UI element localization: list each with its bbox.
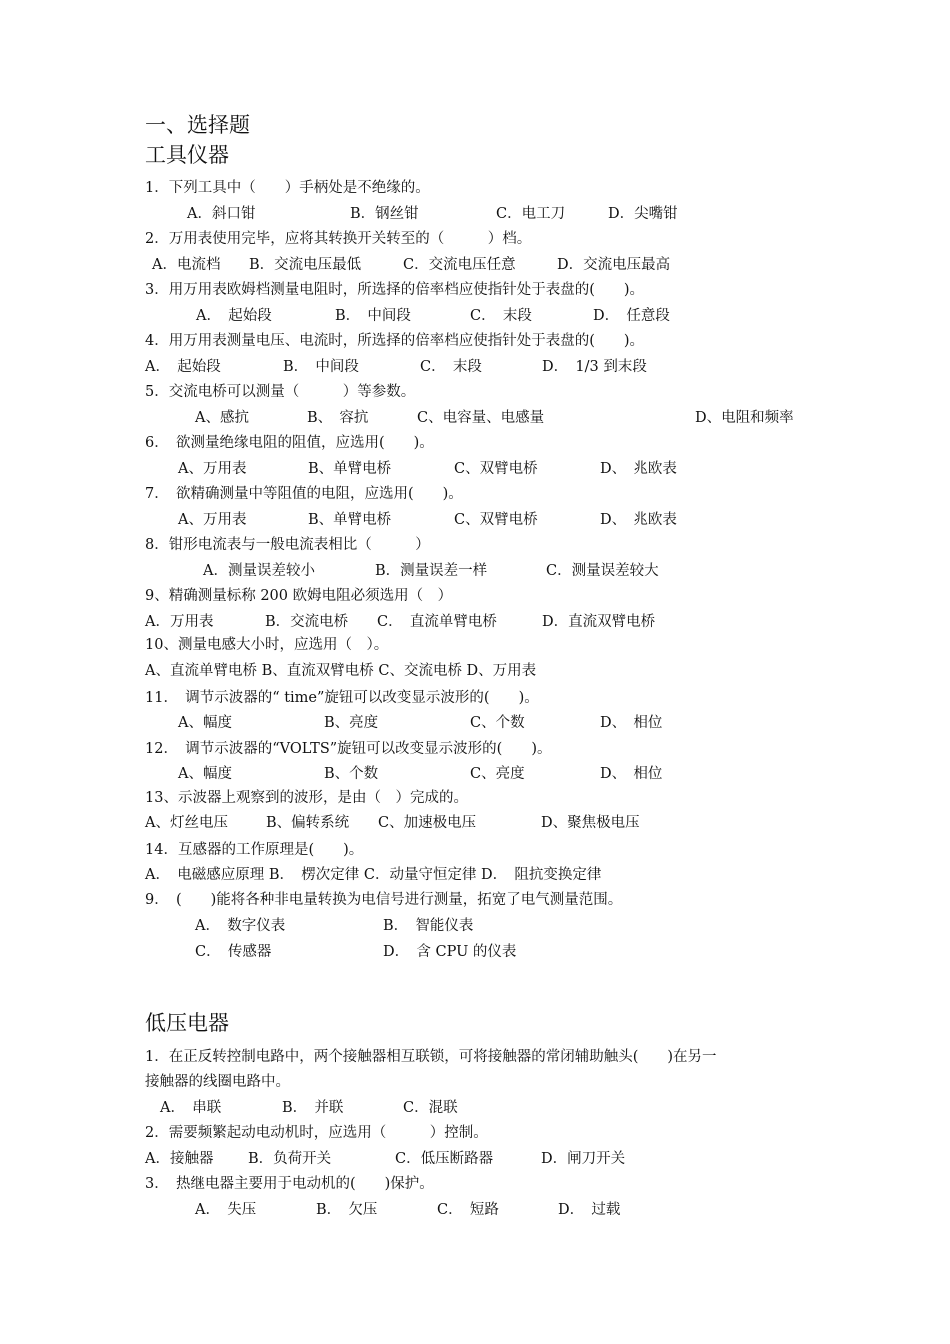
option: A． 电磁感应原理 B． 楞次定律 C．动量守恒定律 D． 阻抗变换定律 bbox=[145, 867, 602, 883]
question: 10、测量电感大小时，应选用（ ）。 bbox=[145, 637, 389, 653]
option: B． 智能仪表 bbox=[383, 918, 474, 934]
option: B． 中间段 bbox=[283, 359, 359, 375]
option: A．斜口钳 bbox=[187, 206, 256, 222]
option: D、 相位 bbox=[600, 766, 663, 782]
question: 2．万用表使用完毕，应将其转换开关转至的（ ）档。 bbox=[145, 231, 532, 247]
option: C．混联 bbox=[403, 1100, 458, 1116]
option: B、偏转系统 bbox=[266, 815, 350, 831]
question: 4．用万用表测量电压、电流时，所选择的倍率档应使指针处于表盘的( )。 bbox=[145, 333, 645, 349]
option: B、个数 bbox=[324, 766, 379, 782]
option: B、单臂电桥 bbox=[308, 461, 392, 477]
option: A、灯丝电压 bbox=[145, 815, 228, 831]
question: 2．需要频繁起动电动机时，应选用（ ）控制。 bbox=[145, 1125, 488, 1141]
option: D、 相位 bbox=[600, 715, 663, 731]
question: 1．下列工具中（ ）手柄处是不绝缘的。 bbox=[145, 180, 430, 196]
main-heading: 一、选择题 bbox=[145, 113, 250, 137]
section-title-tools: 工具仪器 bbox=[145, 143, 229, 167]
option: A．接触器 bbox=[145, 1151, 214, 1167]
option: D、电阻和频率 bbox=[695, 410, 794, 426]
option: B． 并联 bbox=[282, 1100, 344, 1116]
option: D．直流双臂电桥 bbox=[542, 614, 656, 630]
option: A． 串联 bbox=[160, 1100, 222, 1116]
question: 13、示波器上观察到的波形，是由（ ）完成的。 bbox=[145, 790, 468, 806]
option: C、双臂电桥 bbox=[454, 512, 538, 528]
option: B．负荷开关 bbox=[248, 1151, 332, 1167]
option: C． 直流单臂电桥 bbox=[377, 614, 497, 630]
option: B、单臂电桥 bbox=[308, 512, 392, 528]
question-continuation: 接触器的线圈电路中。 bbox=[145, 1074, 290, 1090]
option: A． 起始段 bbox=[196, 308, 272, 324]
question: 14．互感器的工作原理是( )。 bbox=[145, 842, 364, 858]
option: C、加速极电压 bbox=[378, 815, 477, 831]
option: D． 任意段 bbox=[593, 308, 670, 324]
option: C、电容量、电感量 bbox=[417, 410, 545, 426]
option: B．测量误差一样 bbox=[375, 563, 488, 579]
option: A、万用表 bbox=[178, 512, 247, 528]
option: C．低压断路器 bbox=[395, 1151, 494, 1167]
option: C、双臂电桥 bbox=[454, 461, 538, 477]
option: C．交流电压任意 bbox=[403, 257, 516, 273]
option: A、直流单臂电桥 B、直流双臂电桥 C、交流电桥 D、万用表 bbox=[145, 663, 537, 679]
option: B． 欠压 bbox=[316, 1202, 378, 1218]
option: C． 传感器 bbox=[195, 944, 272, 960]
option: D、 兆欧表 bbox=[600, 461, 677, 477]
option: A．电流档 bbox=[152, 257, 221, 273]
option: C． 短路 bbox=[437, 1202, 499, 1218]
option: D、 兆欧表 bbox=[600, 512, 677, 528]
option: B．钢丝钳 bbox=[350, 206, 419, 222]
question: 9、精确测量标称 200 欧姆电阻必须选用（ ） bbox=[145, 588, 453, 604]
option: A．万用表 bbox=[145, 614, 214, 630]
option: D． 1/3 到末段 bbox=[542, 359, 647, 375]
question: 6． 欲测量绝缘电阻的阻值，应选用( )。 bbox=[145, 435, 434, 451]
option: D． 含 CPU 的仪表 bbox=[383, 944, 517, 960]
option: C． 末段 bbox=[470, 308, 532, 324]
question: 9． ( )能将各种非电量转换为电信号进行测量，拓宽了电气测量范围。 bbox=[145, 892, 623, 908]
option: D．尖嘴钳 bbox=[608, 206, 678, 222]
question: 11． 调节示波器的“ time”旋钮可以改变显示波形的( )。 bbox=[145, 690, 539, 706]
question: 3．用万用表欧姆档测量电阻时，所选择的倍率档应使指针处于表盘的( )。 bbox=[145, 282, 645, 298]
option: A、万用表 bbox=[178, 461, 247, 477]
option: A、感抗 bbox=[195, 410, 249, 426]
option: A． 起始段 bbox=[145, 359, 221, 375]
question: 8．钳形电流表与一般电流表相比（ ） bbox=[145, 537, 430, 553]
option: B．交流电桥 bbox=[265, 614, 349, 630]
option: C、亮度 bbox=[470, 766, 525, 782]
option: A、幅度 bbox=[178, 715, 232, 731]
option: A．测量误差较小 bbox=[203, 563, 315, 579]
option: B、 容抗 bbox=[307, 410, 369, 426]
option: D． 过载 bbox=[558, 1202, 621, 1218]
option: D．闸刀开关 bbox=[541, 1151, 626, 1167]
option: A、幅度 bbox=[178, 766, 232, 782]
section-title-low-voltage: 低压电器 bbox=[145, 1011, 229, 1035]
option: A． 数字仪表 bbox=[195, 918, 286, 934]
option: C．电工刀 bbox=[496, 206, 566, 222]
question: 1．在正反转控制电路中，两个接触器相互联锁，可将接触器的常闭辅助触头( )在另一 bbox=[145, 1049, 717, 1065]
question: 7． 欲精确测量中等阻值的电阻，应选用( )。 bbox=[145, 486, 463, 502]
question: 3． 热继电器主要用于电动机的( )保护。 bbox=[145, 1176, 434, 1192]
option: C、个数 bbox=[470, 715, 525, 731]
option: B．交流电压最低 bbox=[249, 257, 362, 273]
option: D、聚焦极电压 bbox=[541, 815, 640, 831]
option: C．测量误差较大 bbox=[546, 563, 659, 579]
option: A． 失压 bbox=[195, 1202, 257, 1218]
option: C． 末段 bbox=[420, 359, 482, 375]
option: B、亮度 bbox=[324, 715, 379, 731]
option: B． 中间段 bbox=[335, 308, 411, 324]
question: 12． 调节示波器的“VOLTS”旋钮可以改变显示波形的( )。 bbox=[145, 741, 552, 757]
option: D．交流电压最高 bbox=[557, 257, 671, 273]
question: 5．交流电桥可以测量（ ）等参数。 bbox=[145, 384, 416, 400]
